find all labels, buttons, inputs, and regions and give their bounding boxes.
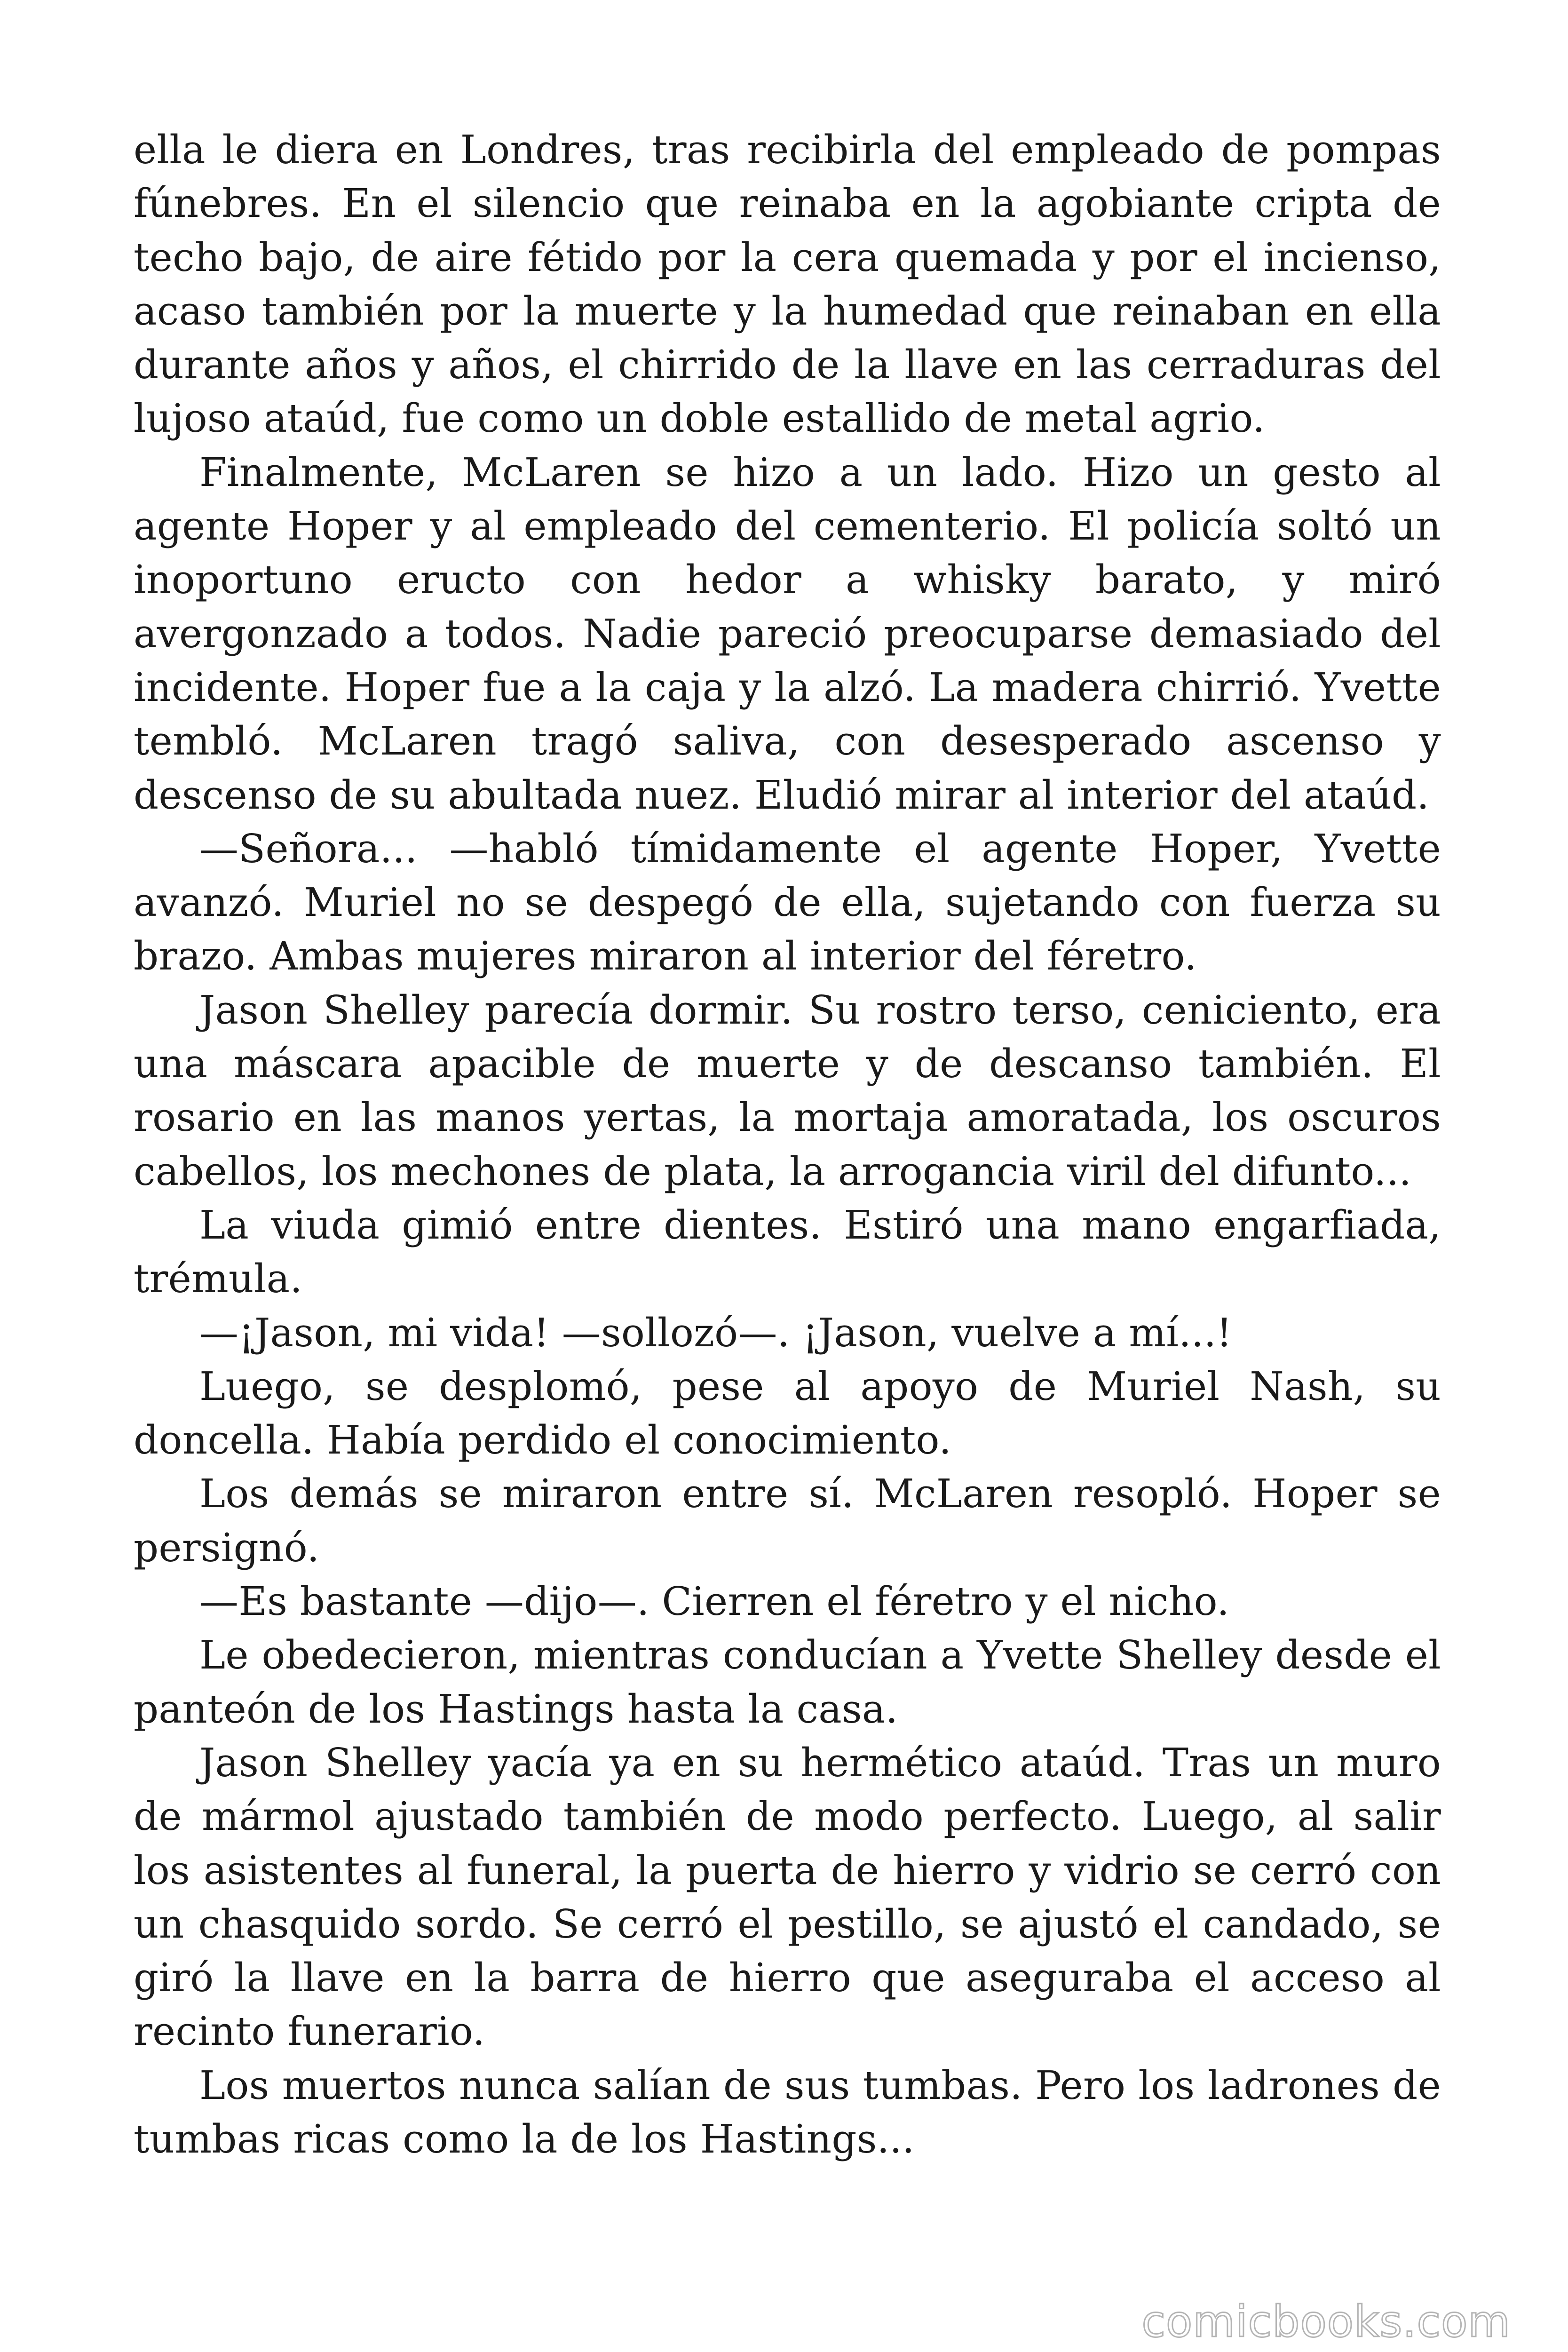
paragraph: —¡Jason, mi vida! —sollozó—. ¡Jason, vuelve a mí...!: [199, 1310, 1232, 1356]
watermark: comicbooks.com: [1141, 2296, 1511, 2347]
paragraph: Los muertos nunca salían de sus tumbas. Pero los ladrones de tumbas ricas como la de los Hastings...: [134, 2062, 1441, 2162]
paragraph: Los demás se miraron entre sí. McLaren resopló. Hoper se persignó.: [134, 1471, 1441, 1571]
paragraph: —Señora... —habló tímidamente el agente Hoper, Yvette avanzó. Muriel no se despegó de ella, sujetando con fuerza su brazo. Ambas mujeres miraron al interior del féretro.: [134, 826, 1441, 979]
page-text: [134, 123, 1441, 2166]
paragraph: ella le diera en Londres, tras recibirla del empleado de pompas fúnebres. En el silencio que reinaba en la agobiante cripta de techo bajo, de aire fétido por la cera quemada y por el incienso, acaso también por la muerte y la humedad que reinaban en ella durante años y años, el chirrido de la llave en las cerraduras del lujoso ataúd, fue como un doble estallido de metal agrio.: [134, 127, 1441, 442]
paragraph: Finalmente, McLaren se hizo a un lado. Hizo un gesto al agente Hoper y al empleado del cementerio. El policía soltó un inoportuno eructo con hedor a whisky barato, y miró avergonzado a todos. Nadie pareció preocuparse demasiado del incidente. Hoper fue a la caja y la alzó. La madera chirrió. Yvette tembló. McLaren tragó saliva, con desesperado ascenso y descenso de su abultada nuez. Eludió mirar al interior del ataúd.: [134, 449, 1441, 818]
paragraph: Jason Shelley yacía ya en su hermético ataúd. Tras un muro de mármol ajustado también de modo perfecto. Luego, al salir los asistentes al funeral, la puerta de hierro y vidrio se cerró con un chasquido sordo. Se cerró el pestillo, se ajustó el candado, se giró la llave en la barra de hierro que aseguraba el acceso al recinto funerario.: [134, 1740, 1441, 2055]
paragraph: Jason Shelley parecía dormir. Su rostro terso, ceniciento, era una máscara apacible de muerte y de descanso también. El rosario en las manos yertas, la mortaja amoratada, los oscuros cabellos, los mechones de plata, la arrogancia viril del difunto...: [134, 987, 1441, 1194]
paragraph: —Es bastante —dijo—. Cierren el féretro y el nicho.: [199, 1579, 1230, 1625]
paragraph: Le obedecieron, mientras conducían a Yvette Shelley desde el panteón de los Hastings hasta la casa.: [134, 1632, 1441, 1732]
paragraph: Luego, se desplomó, pese al apoyo de Muriel Nash, su doncella. Había perdido el conocimiento.: [134, 1363, 1441, 1463]
paragraph: La viuda gimió entre dientes. Estiró una mano engarfiada, trémula.: [134, 1202, 1441, 1302]
